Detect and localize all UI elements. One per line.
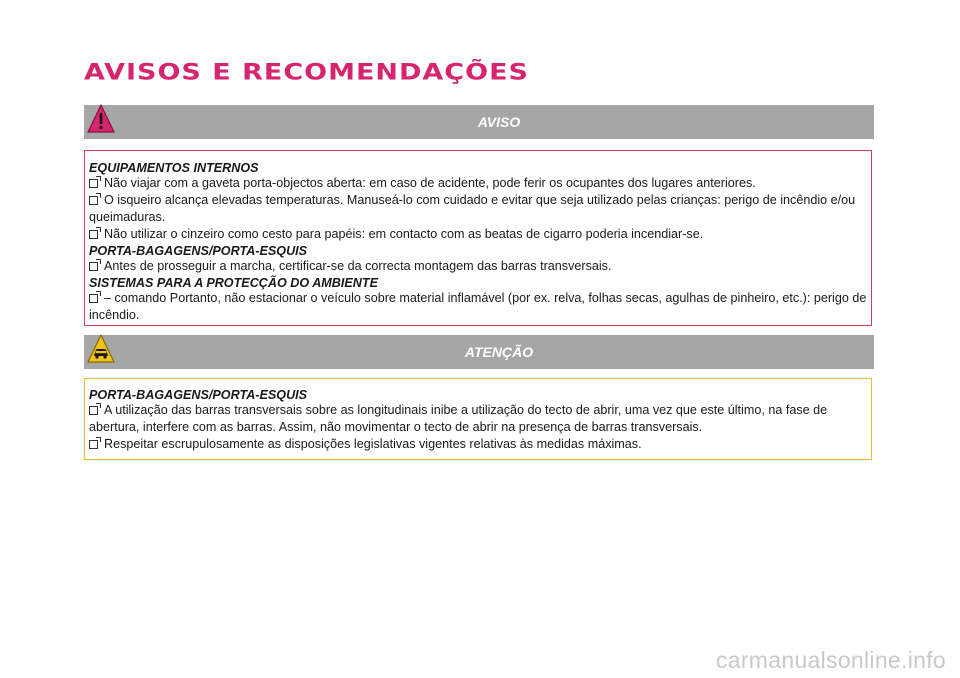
section-heading: PORTA-BAGAGENS/PORTA-ESQUIS [89, 244, 308, 258]
item-text: – comando Portanto, não estacionar o veículo sobre material inflamável (por ex. relva, folhas secas, agulhas de pinheiro, etc.): perigo de incêndio. [89, 291, 867, 322]
watermark: carmanualsonline.info [715, 647, 946, 673]
square-bullet-icon [89, 230, 98, 239]
atencao-label: ATENÇÃO [464, 344, 534, 360]
section-heading: EQUIPAMENTOS INTERNOS [89, 161, 259, 175]
atencao-box [84, 378, 872, 460]
atencao-section [89, 388, 871, 453]
square-bullet-icon [89, 262, 98, 271]
aviso-banner [84, 105, 874, 139]
section-heading: PORTA-BAGAGENS/PORTA-ESQUIS [89, 388, 308, 402]
aviso-box [84, 150, 872, 326]
list-item [89, 290, 871, 324]
square-bullet-icon [89, 294, 98, 303]
section-heading: SISTEMAS PARA A PROTECÇÃO DO AMBIENTE [89, 276, 378, 290]
aviso-label: AVISO [477, 114, 521, 130]
square-bullet-icon [89, 440, 98, 449]
list-item [89, 175, 871, 192]
square-bullet-icon [89, 179, 98, 188]
list-item [89, 402, 871, 436]
aviso-section [89, 244, 871, 275]
item-text: Não utilizar o cinzeiro como cesto para papéis: em contacto com as beatas de cigarro poderia incendiar-se. [104, 227, 704, 241]
item-text: A utilização das barras transversais sobre as longitudinais inibe a utilização do tecto de abrir, uma vez que este último, na fase de abertura, interfere com as barras. Assim, não movimentar o tecto de abrir na presença de barras transversais. [89, 403, 828, 434]
list-item [89, 192, 871, 226]
square-bullet-icon [89, 196, 98, 205]
item-text: Antes de prosseguir a marcha, certificar-se da correcta montagem das barras transversais. [104, 259, 612, 273]
aviso-section [89, 276, 871, 324]
item-text: Respeitar escrupulosamente as disposições legislativas vigentes relativas às medidas máximas. [104, 437, 642, 451]
item-text: O isqueiro alcança elevadas temperaturas. Manuseá-lo com cuidado e evitar que seja utilizado pelas crianças: perigo de incêndio e/ou queimaduras. [89, 193, 856, 224]
square-bullet-icon [89, 406, 98, 415]
list-item [89, 226, 871, 243]
item-text: Não viajar com a gaveta porta-objectos aberta: em caso de acidente, pode ferir os ocupantes dos lugares anteriores. [104, 176, 756, 190]
list-item [89, 436, 871, 453]
aviso-section [89, 161, 871, 243]
page-title: AVISOS E RECOMENDAÇÕES [84, 60, 529, 86]
list-item [89, 258, 871, 275]
atencao-banner [84, 335, 874, 369]
